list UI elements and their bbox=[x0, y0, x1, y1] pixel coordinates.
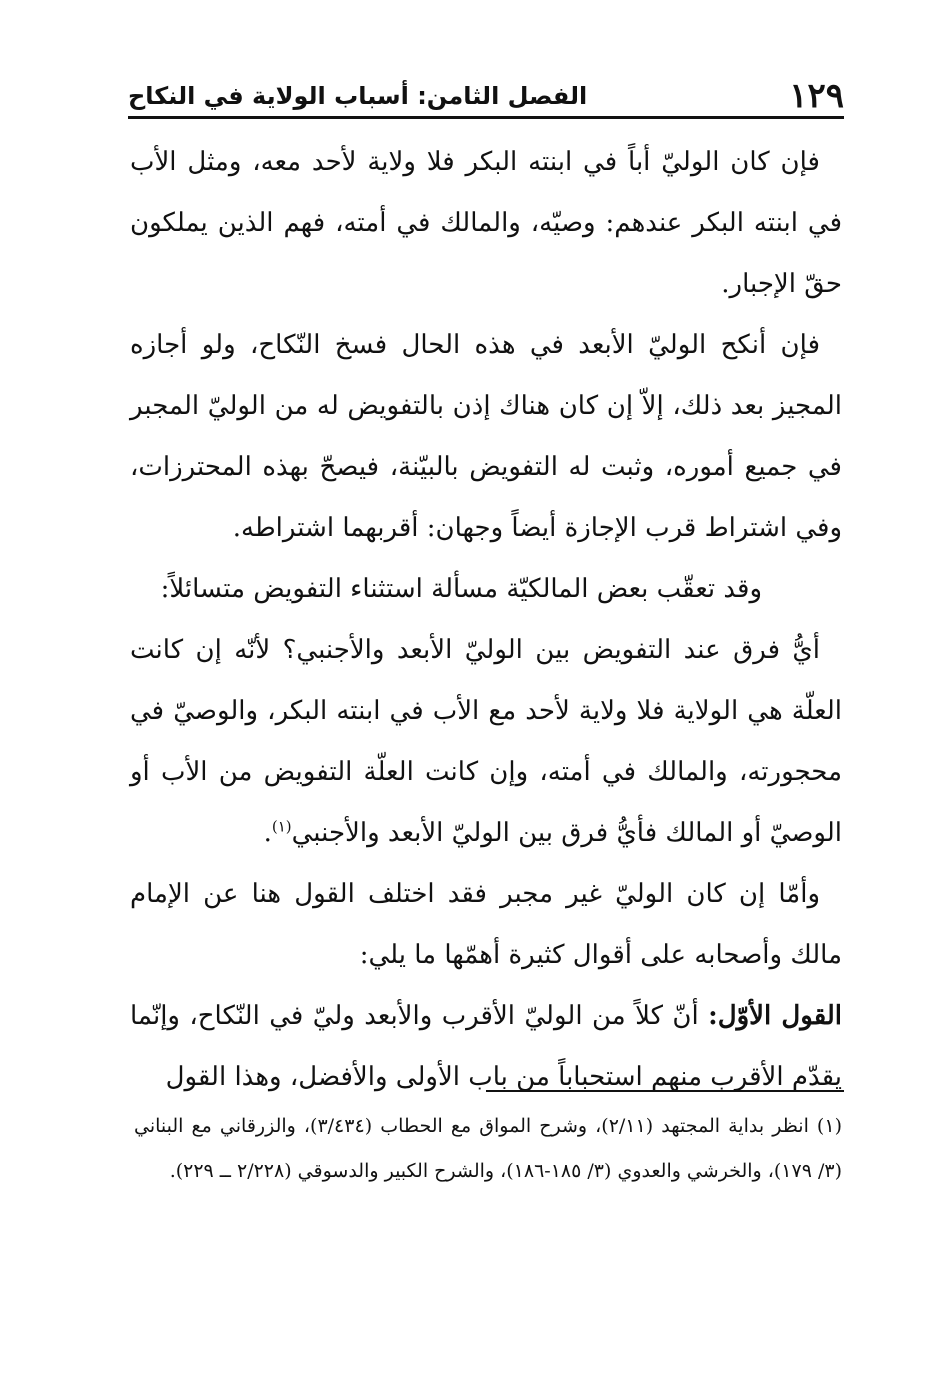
paragraph-lead: القول الأوّل: bbox=[708, 1001, 842, 1031]
paragraph: وأمّا إن كان الوليّ غير مجبر فقد اختلف القول هنا عن الإمام مالك وأصحابه على أقوال كثيرة أهمّها ما يلي: bbox=[130, 879, 842, 970]
paragraph: فإن كان الوليّ أباً في ابنته البكر فلا ولاية لأحد معه، ومثل الأب في ابنته البكر عندهم: وصيّه، والمالك في أمته، فهم الذين يملكون حقّ الإجبار. bbox=[130, 147, 842, 299]
paragraph-end: . bbox=[263, 818, 272, 848]
chapter-title: الفصل الثامن: أسباب الولاية في النكاح bbox=[128, 82, 588, 110]
paragraph: وقد تعقّب بعض المالكيّة مسألة استثناء التفويض متسائلاً: bbox=[160, 574, 762, 604]
header-divider bbox=[128, 116, 844, 119]
footnotes bbox=[134, 1104, 842, 1194]
page-number: ١٢٩ bbox=[789, 76, 844, 116]
page-header bbox=[128, 74, 844, 114]
paragraph: فإن أنكح الوليّ الأبعد في هذه الحال فسخ النّكاح، ولو أجازه المجيز بعد ذلك، إلاّ إن كان هناك إذن بالتفويض له من الوليّ المجبر في جميع أموره، وثبت له التفويض بالبيّنة، فيصحّ بهذه المحترزات، وفي اشتراط قرب الإجازة أيضاً وجهان: أقربهما اشتراطه. bbox=[130, 330, 842, 543]
paragraph-text: أنّ كلاً من الوليّ الأقرب والأبعد وليّ في النّكاح، وإنّما يقدّم الأقرب منهم استحباباً من باب الأولى والأفضل، وهذا القول bbox=[130, 1001, 842, 1092]
footnote-divider bbox=[486, 1090, 844, 1092]
paragraph bbox=[130, 620, 842, 864]
paragraph-text: أيُّ فرق عند التفويض بين الوليّ الأبعد والأجنبي؟ لأنّه إن كانت العلّة هي الولاية فلا ولاية لأحد مع الأب في ابنته البكر، والوصيّ في محجورته، والمالك في أمته، وإن كانت العلّة التفويض من الأب أو الوصيّ أو المالك فأيُّ فرق بين الوليّ الأبعد والأجنبي bbox=[130, 635, 842, 848]
footnote: (١) انظر بداية المجتهد (٢/١١)، وشرح المواق مع الحطاب (٣/٤٣٤)، والزرقاني مع البناني (٣/ ١٧٩)، والخرشي والعدوي (٣/ ١٨٥-١٨٦)، والشرح الكبير والدسوقي (٢/٢٢٨ ــ ٢٢٩). bbox=[134, 1115, 842, 1182]
body-text bbox=[130, 132, 842, 1108]
footnote-reference: (١) bbox=[271, 817, 292, 836]
